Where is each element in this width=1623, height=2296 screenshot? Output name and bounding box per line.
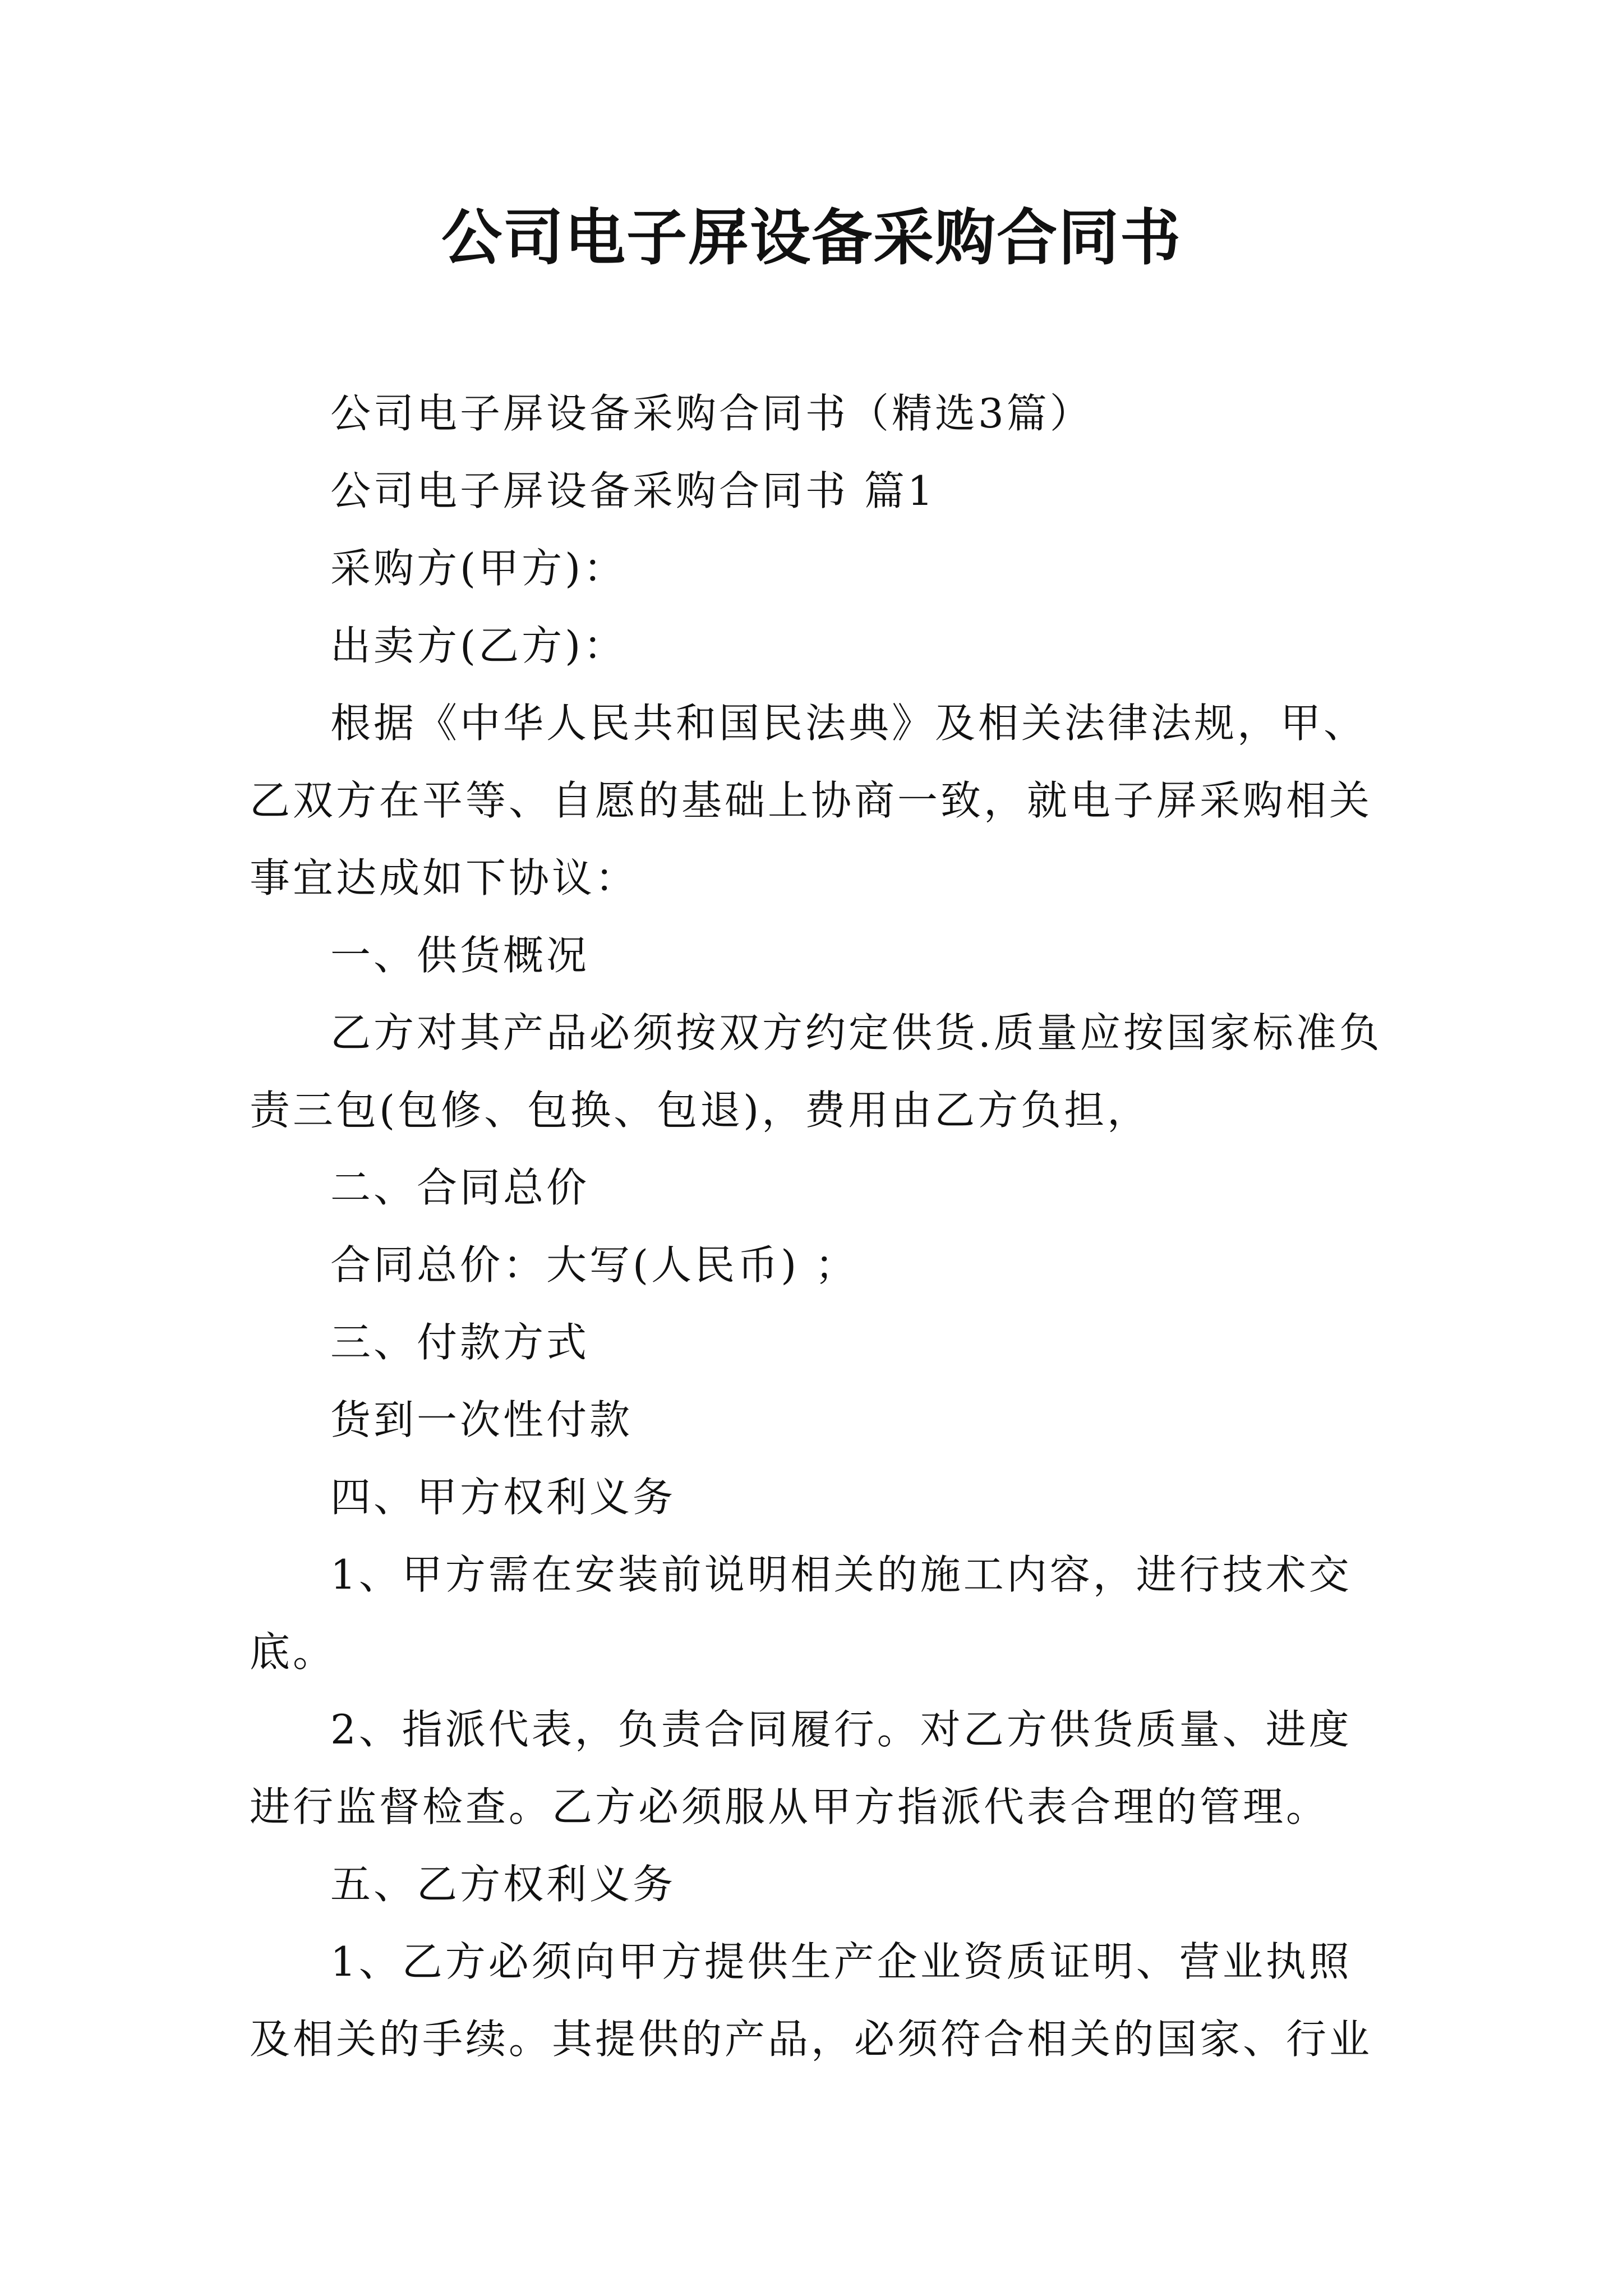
paragraph-heading-2: 二、合同总价 xyxy=(330,1164,590,1211)
paragraph-section-heading: 公司电子屏设备采购合同书 篇1 xyxy=(330,467,936,514)
paragraph-buyer: 采购方(甲方)： xyxy=(330,545,627,592)
paragraph-payment: 货到一次性付款 xyxy=(330,1396,633,1443)
paragraph-heading-5: 五、乙方权利义务 xyxy=(330,1861,676,1908)
paragraph-heading-3: 三、付款方式 xyxy=(330,1319,590,1366)
paragraph-seller: 出卖方(乙方)： xyxy=(330,622,627,669)
paragraph-heading-4: 四、甲方权利义务 xyxy=(330,1474,676,1521)
paragraph-total-price: 合同总价：大写(人民币) ； xyxy=(330,1241,859,1289)
document-body xyxy=(250,375,1388,2078)
paragraph-subtitle: 公司电子屏设备采购合同书（精选3篇） xyxy=(330,390,1093,437)
document-title: 公司电子屏设备采购合同书 xyxy=(441,203,1182,273)
paragraph-heading-1: 一、供货概况 xyxy=(330,932,590,979)
paragraph-party-a-duty-2: 2、指派代表，负责合同履行。对乙方供货质量、进度进行监督检查。乙方必须服从甲方指派代表合理的管理。 xyxy=(250,1706,1352,1830)
paragraph-party-a-duty-1: 1、甲方需在安装前说明相关的施工内容，进行技术交底。 xyxy=(250,1551,1352,1676)
paragraph-supply-terms: 乙方对其产品必须按双方约定供货.质量应按国家标准负责三包(包修、包换、包退)，费用由乙方负担， xyxy=(250,1009,1382,1134)
paragraph-preamble: 根据《中华人民共和国民法典》及相关法律法规，甲、乙双方在平等、自愿的基础上协商一致，就电子屏采购相关事宜达成如下协议： xyxy=(250,700,1373,901)
paragraph-party-b-duty-1: 1、乙方必须向甲方提供生产企业资质证明、营业执照及相关的手续。其提供的产品，必须符合相关的国家、行业 xyxy=(250,1938,1373,2063)
